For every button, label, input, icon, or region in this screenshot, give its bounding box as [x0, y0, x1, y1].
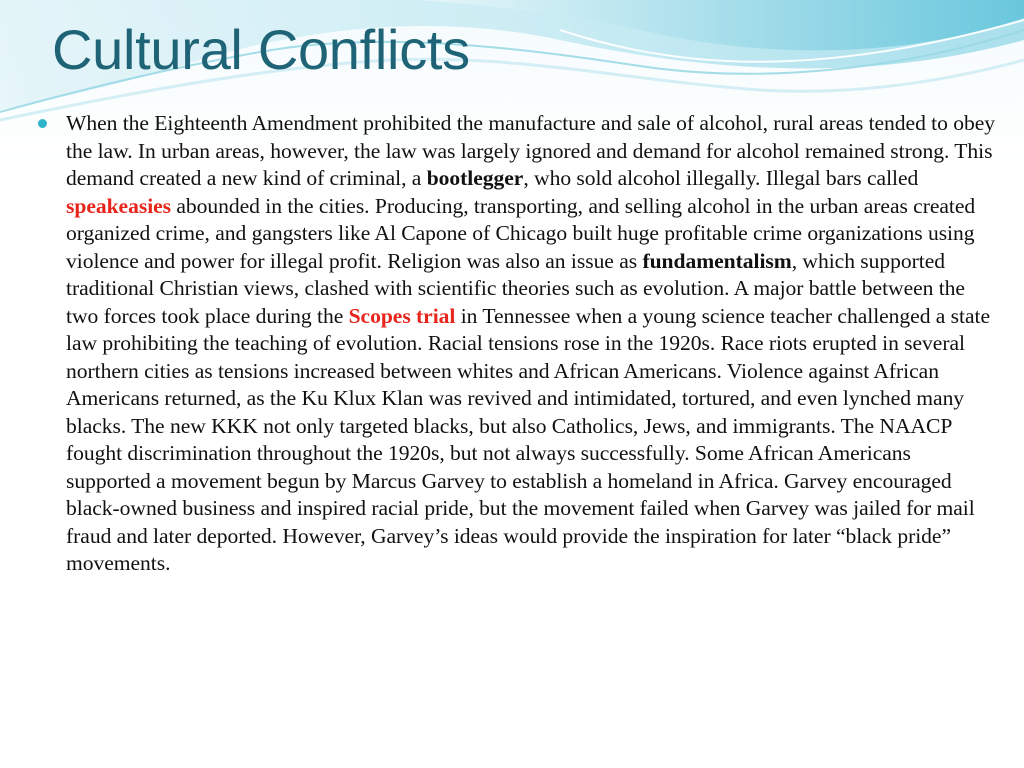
paragraph-segment-5: in Tennessee when a young science teacher challenged a state law prohibiting the teaching of evolution. Racial tensions rose in the 1920s. Race riots erupted in several northern cities as tensions increased between whites and African Americans. Violence against African Americans returned, as the Ku Klux Klan was revived and intimidated, tortured, and even lynched many blacks. The new KKK not only targeted blacks, but also Catholics, Jews, and immigrants. The NAACP fought discrimination throughout the 1920s, but not always successfully. Some African Americans supported a movement begun by Marcus Garvey to establish a homeland in Africa. Garvey encouraged black-owned business and inspired racial pride, but the movement failed when Garvey was jailed for mail fraud and later deported. However, Garvey’s ideas would provide the inspiration for later “black pride” movements. [66, 303, 991, 575]
bullet-item [38, 110, 1000, 578]
paragraph-segment-3: abounded in the cities. Producing, transporting, and selling alcohol in the urban areas created organized crime, and gangsters like Al Capone of Chicago built huge profitable crime organizations using violence and power for illegal profit. Religion was also an issue as [66, 193, 976, 273]
paragraph-segment-1: When the Eighteenth Amendment prohibited the manufacture and sale of alcohol, rural areas tended to obey the law. In urban areas, however, the law was largely ignored and demand for alcohol remained strong. This demand created a new kind of criminal, a [66, 111, 995, 190]
bullet-dot-icon [38, 119, 47, 128]
bullet-paragraph [66, 110, 996, 578]
paragraph-segment-4: , which supported traditional Christian views, clashed with scientific theories such as evolution. A major battle between the two forces took place during the [66, 248, 965, 328]
slide-title: Cultural Conflicts [52, 18, 470, 81]
term-fundamentalism: fundamentalism [642, 248, 792, 273]
slide-content [38, 110, 1000, 578]
term-speakeasies: speakeasies [66, 193, 172, 218]
paragraph-segment-2: , who sold alcohol illegally. Illegal bars called [523, 166, 919, 190]
term-bootlegger: bootlegger [426, 166, 524, 190]
term-scopes-trial: Scopes trial [348, 303, 456, 328]
